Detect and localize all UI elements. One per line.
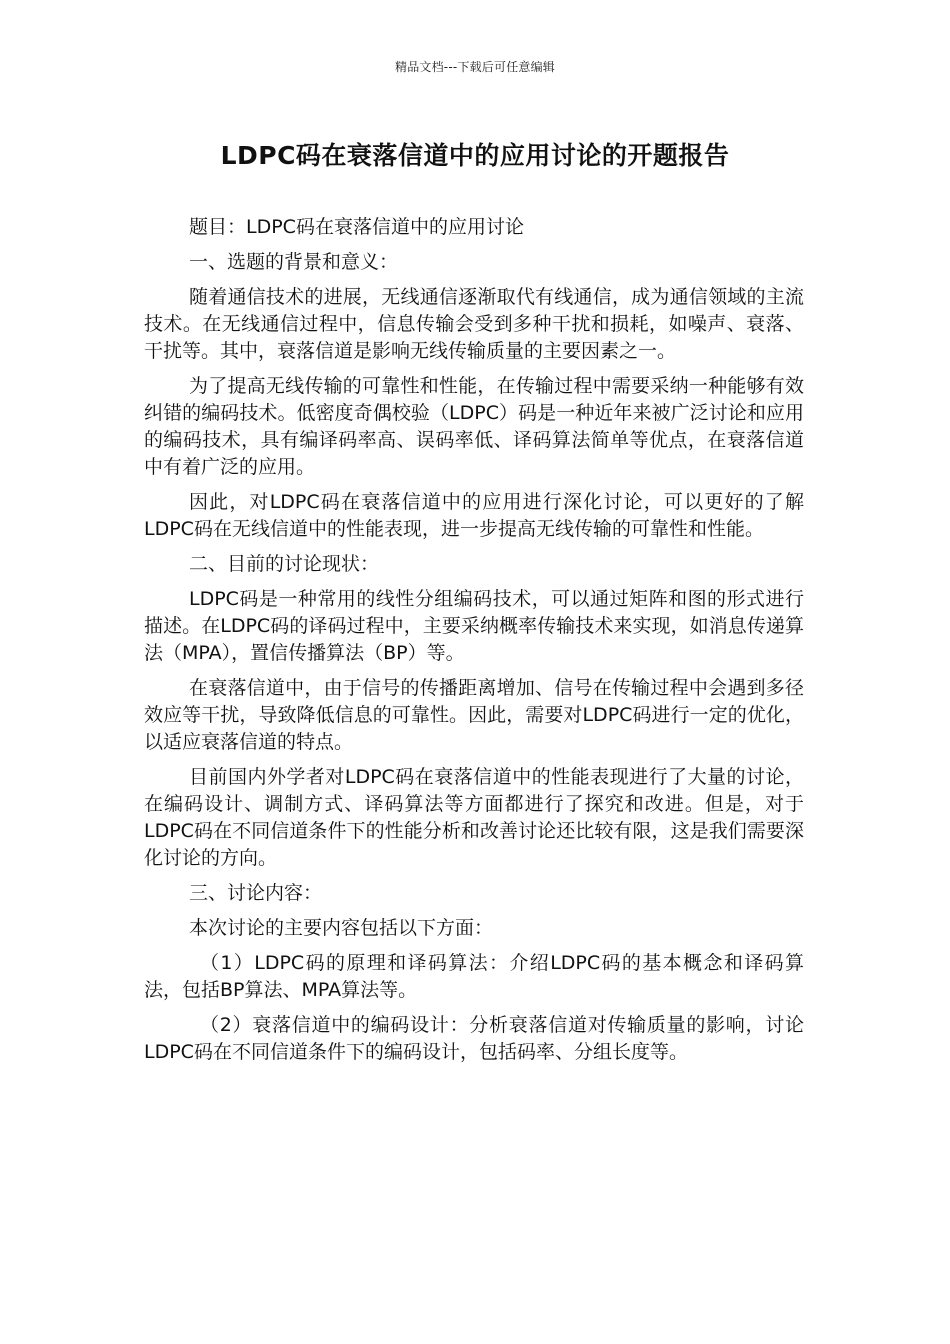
list-item: （2）衰落信道中的编码设计：分析衰落信道对传输质量的影响，讨论LDPC码在不同信道条件下的编码设计，包括码率、分组长度等。 <box>144 1014 804 1063</box>
paragraph: 目前国内外学者对LDPC码在衰落信道中的性能表现进行了大量的讨论，在编码设计、调制方式、译码算法等方面都进行了探究和改进。但是，对于LDPC码在不同信道条件下的性能分析和改善讨论还比较有限，这是我们需要深化讨论的方向。 <box>144 766 804 869</box>
paragraph: 为了提高无线传输的可靠性和性能，在传输过程中需要采纳一种能够有效纠错的编码技术。低密度奇偶校验（LDPC）码是一种近年来被广泛讨论和应用的编码技术，具有编译码率高、误码率低、译码算法简单等优点，在衰落信道中有着广泛的应用。 <box>144 375 804 478</box>
paragraph: 在衰落信道中，由于信号的传播距离增加、信号在传输过程中会遇到多径效应等干扰，导致降低信息的可靠性。因此，需要对LDPC码进行一定的优化，以适应衰落信道的特点。 <box>144 677 804 753</box>
section-heading-background: 一、选题的背景和意义： <box>189 251 399 273</box>
paragraph: 因此，对LDPC码在衰落信道中的应用进行深化讨论，可以更好的了解LDPC码在无线信道中的性能表现，进一步提高无线传输的可靠性和性能。 <box>144 491 804 540</box>
section-heading-content: 三、讨论内容： <box>189 882 323 904</box>
section-heading-status: 二、目前的讨论现状： <box>189 553 380 575</box>
paragraph: 随着通信技术的进展，无线通信逐渐取代有线通信，成为通信领域的主流技术。在无线通信过程中，信息传输会受到多种干扰和损耗，如噪声、衰落、干扰等。其中，衰落信道是影响无线传输质量的主要因素之一。 <box>144 286 804 362</box>
paragraph: 本次讨论的主要内容包括以下方面： <box>189 917 494 939</box>
document-body <box>144 214 804 1074</box>
list-item: （1）LDPC码的原理和译码算法：介绍LDPC码的基本概念和译码算法，包括BP算法、MPA算法等。 <box>144 952 804 1001</box>
topic-line: 题目：LDPC码在衰落信道中的应用讨论 <box>189 216 524 238</box>
paragraph: LDPC码是一种常用的线性分组编码技术，可以通过矩阵和图的形式进行描述。在LDPC码的译码过程中，主要采纳概率传输技术来实现，如消息传递算法（MPA），置信传播算法（BP）等。 <box>144 588 804 664</box>
document-title: LDPC码在衰落信道中的应用讨论的开题报告 <box>220 141 730 170</box>
header-note: 精品文档---下载后可任意编辑 <box>395 60 555 74</box>
